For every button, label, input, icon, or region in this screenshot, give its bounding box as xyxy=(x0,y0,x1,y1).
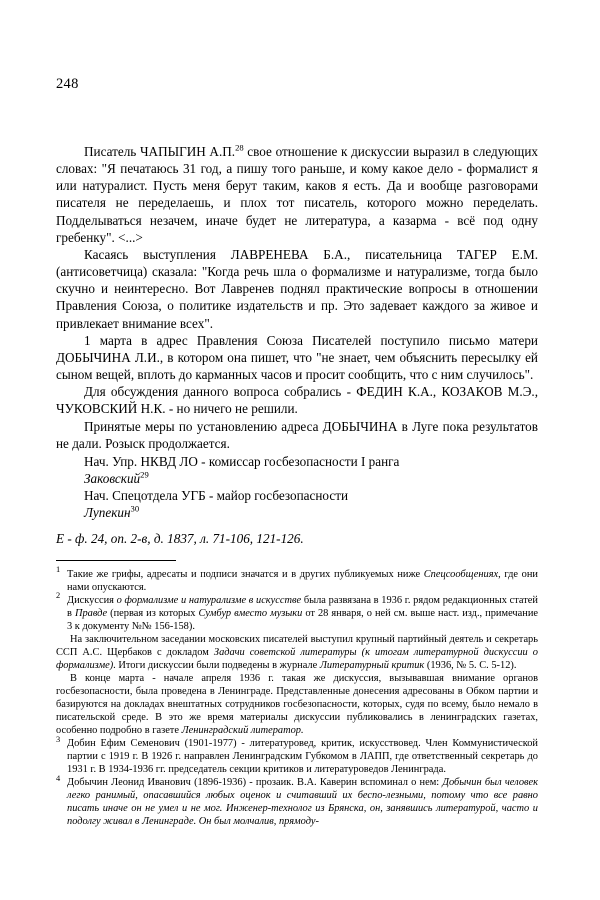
footnote-ref-29: 29 xyxy=(140,469,149,480)
footnote-number: 3 xyxy=(56,734,61,744)
footnotes xyxy=(56,565,538,829)
footnote-item xyxy=(56,591,538,633)
footnote-italic-text: Ленинградский литератор. xyxy=(181,725,304,737)
paragraph-2: Касаясь выступления ЛАВРЕНЕВА Б.А., писательница ТАГЕР Е.М. (антисоветчица) сказала: "Когда речь шла о формализме и натурализме, тогда было скучно и неинтересно. Вот Лавренев поднял практические вопросы в отношении Правления Союза, о политике издательств и пр. Это задевает каждого за живое и привлекает внимание всех". xyxy=(56,246,538,331)
footnote-text: (1936, № 5. С. 5-12). xyxy=(424,659,517,671)
paragraph-4: Для обсуждения данного вопроса собрались - ФЕДИН К.А., КОЗАКОВ М.Э., ЧУКОВСКИЙ Н.К. - но ничего не решили. xyxy=(56,384,538,417)
footnote-number: 1 xyxy=(56,565,61,575)
footnote-number: 4 xyxy=(56,773,61,783)
footnote-ref-30: 30 xyxy=(130,503,140,514)
footnote-item xyxy=(56,773,538,828)
footnote-ref-28: 28 xyxy=(235,142,244,153)
footnote-italic-text: Спецсообщениях xyxy=(423,568,499,580)
footnote-text: Дискуссия xyxy=(67,594,117,606)
footnote-italic-text: Литературный критик xyxy=(319,659,425,671)
footnote-number: 2 xyxy=(56,591,61,601)
footnote-text: . Итоги дискуссии были подведены в журнале xyxy=(113,659,320,671)
footnote-italic-text: о формализме и натурализме в искусстве xyxy=(116,594,302,606)
signature-name-1-text: Заковский xyxy=(84,470,141,486)
signature-name-2 xyxy=(56,504,538,521)
archival-source: Е - ф. 24, оп. 2-в, д. 1837, л. 71-106, 121-126. xyxy=(56,531,304,547)
body-text xyxy=(56,143,538,548)
footnote-text: Такие же грифы, адресаты и подписи значатся и в других публикуемых ниже xyxy=(67,568,424,580)
footnote-text: В конце марта - начале апреля 1936 г. такая же дискуссия, вызывавшая внимание органов госбезопасности, была проведена в Ленинграде. Представленные донесения адресованы в Обком партии и базируются на докладах внештатных сотрудников госбезопасности, которых, судя по всему, было немало в писательской среде. В это же время материалы дискуссии публиковались в ленинградских газетах, особенно подробно в газете xyxy=(56,672,538,737)
paragraph-3: 1 марта в адрес Правления Союза Писателей поступило письмо матери ДОБЫЧИНА Л.И., в котором она пишет, что "не знает, чем объяснить пересылку ей сыном вещей, вплоть до карманных часов и просит сообщить, что с ним случилось". xyxy=(56,332,538,383)
footnote-italic-text: Сумбур вместо музыки xyxy=(198,607,303,619)
signature-name-1 xyxy=(56,470,538,487)
signature-name-2-text: Лупекин xyxy=(84,505,131,521)
footnote-italic-text: Правде xyxy=(74,607,108,619)
footnote-text: Добин Ефим Семенович (1901-1977) - литературовед, критик, искусствовед. Член Коммунистической партии с 1919 г. В 1926 г. направлен Ленинградским Губкомом в ЛАПП, где ответственный секретарь до 1931 г. В 1934-1936 гг. председатель секции критиков и литературоведов Ленинграда. xyxy=(67,738,538,776)
footnote-text: На заключительном заседании московских писателей выступил крупный партийный деятель и секретарь ССП А.С. Щербаков с докладом xyxy=(56,633,538,658)
footnote-item xyxy=(56,672,538,737)
footnote-text: , где они нами опускаются. xyxy=(67,568,538,593)
signature-block xyxy=(56,453,538,522)
page-number: 248 xyxy=(56,76,79,92)
footnote-item xyxy=(56,734,538,776)
signature-line-1: Нач. Упр. НКВД ЛО - комиссар госбезопасности I ранга xyxy=(84,453,400,469)
footnote-italic-text: Добычин был человек легко ранимый, опасавшийся любых оценок и считавший их беспо-лезными, потому что все равно писать иначе он не умел и не мог. Инженер-технолог из Брянска, он, занявшись литературой, часто и подолгу живал в Ленинграде. Он был молчалив, прямоду- xyxy=(67,777,538,828)
footnote-text: Добычин Леонид Иванович (1896-1936) - прозаик. В.А. Каверин вспоминал о нем: xyxy=(67,777,443,789)
signature-line-2: Нач. Спецотдела УГБ - майор госбезопасности xyxy=(84,488,349,504)
footnote-item xyxy=(56,565,538,594)
footnote-text: была развязана в 1936 г. рядом редакционных статей в xyxy=(67,594,538,619)
paragraph-1-post: свое отношение к дискуссии выразил в следующих словах: "Я печатаюсь 31 год, а пишу того раньше, и кому какое дело - формалист я или натуралист. Пусть меня берут таким, каков я есть. Да и вообще разговорами писателя не переделаешь, и плох тот писатель, которого можно переделать. Подделываться незачем, иначе будет не литература, а казарма - всё под одну гребенку". <...> xyxy=(56,144,538,245)
footnote-text: от 28 января, о ней см. выше наст. изд., примечание 3 к документу №№ 156-158). xyxy=(67,607,538,632)
footnote-italic-text: Задачи советской литературы (к итогам литературной дискуссии о формализме) xyxy=(56,646,538,671)
footnote-item xyxy=(56,633,538,672)
paragraph-1 xyxy=(56,143,538,246)
footnote-separator xyxy=(56,560,176,561)
paragraph-5: Принятые меры по установлению адреса ДОБЫЧИНА в Луге пока результатов не дали. Розыск продолжается. xyxy=(56,418,538,451)
paragraph-1-pre: Писатель ЧАПЫГИН А.П. xyxy=(84,144,236,159)
footnote-text: (первая из которых xyxy=(107,607,199,619)
